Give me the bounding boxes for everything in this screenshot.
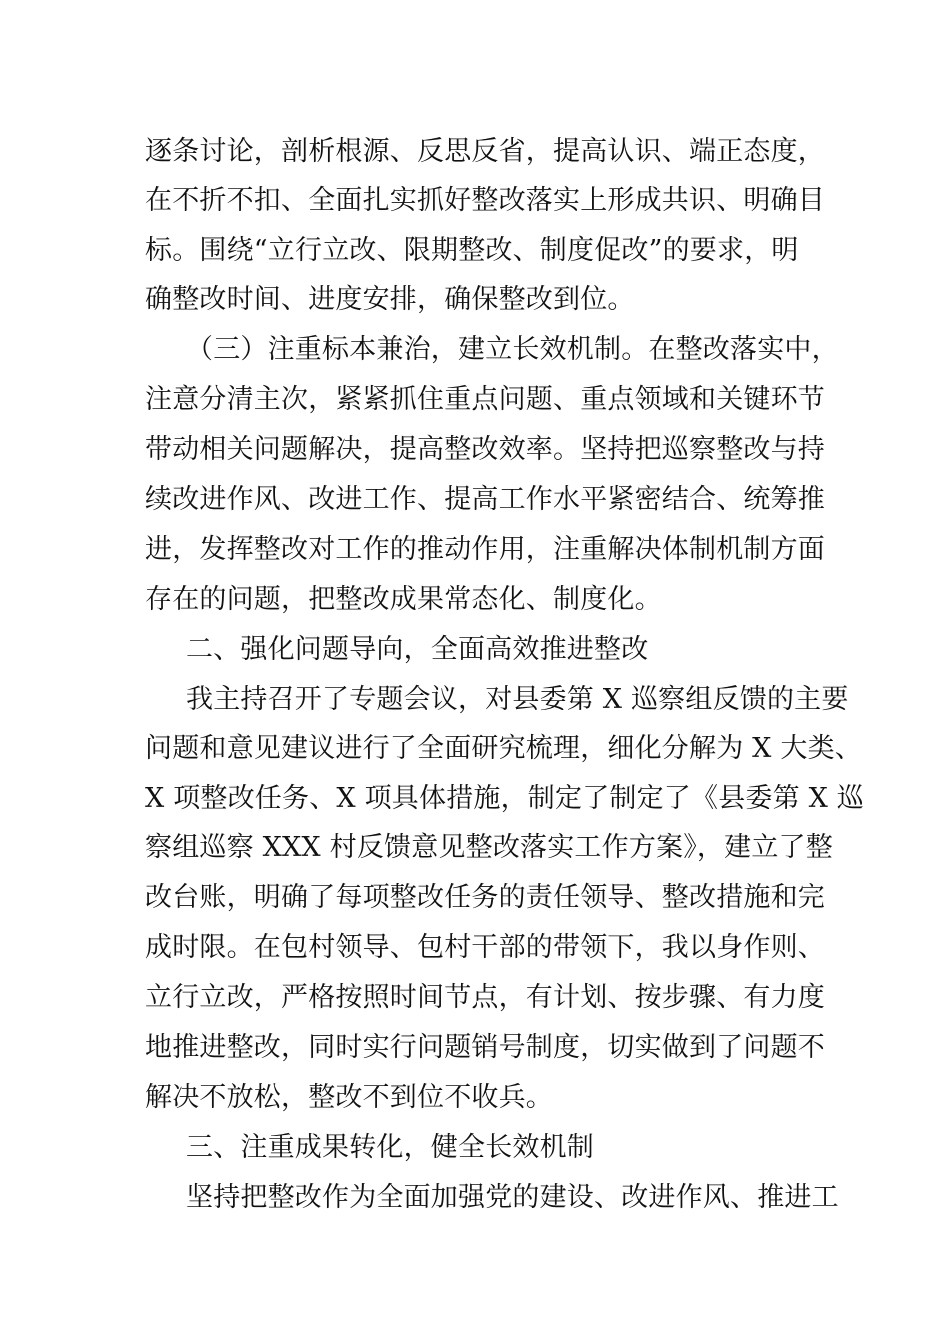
body-text-line: X 项整改任务、X 项具体措施，制定了制定了《县委第 X 巡 [145,783,864,814]
body-text-line: 逐条讨论，剖析根源、反思反省，提高认识、端正态度， [145,136,825,167]
body-text-line: 成时限。在包村领导、包村干部的带领下，我以身作则、 [145,932,825,963]
body-text-line: 立行立改，严格按照时间节点，有计划、按步骤、有力度 [145,982,825,1013]
paragraph-start-line: 坚持把整改作为全面加强党的建设、改进作风、推进工 [186,1182,839,1213]
body-text-line: 续改进作风、改进工作、提高工作水平紧密结合、统筹推 [145,484,825,515]
body-text-line: 在不折不扣、全面扎实抓好整改落实上形成共识、明确目 [145,185,825,216]
body-text-line: 地推进整改，同时实行问题销号制度，切实做到了问题不 [145,1032,825,1063]
body-text-line: 问题和意见建议进行了全面研究梳理，细化分解为 X 大类、 [145,733,862,764]
body-text-line: 解决不放松，整改不到位不收兵。 [145,1082,553,1113]
body-text-line: 带动相关问题解决，提高整改效率。坚持把巡察整改与持 [145,434,825,465]
section-heading-line: （三）注重标本兼治，建立长效机制。在整改落实中， [186,334,839,365]
body-text-line: 确整改时间、进度安排，确保整改到位。 [145,284,635,315]
body-text-line: 改台账，明确了每项整改任务的责任领导、整改措施和完 [145,882,825,913]
paragraph-start-line: 我主持召开了专题会议，对县委第 X 巡察组反馈的主要 [186,684,849,715]
body-text-line: 存在的问题，把整改成果常态化、制度化。 [145,584,662,615]
body-text-line: 察组巡察 XXX 村反馈意见整改落实工作方案》，建立了整 [145,832,833,863]
section-heading-2: 二、强化问题导向，全面高效推进整改 [186,634,649,665]
section-heading-3: 三、注重成果转化，健全长效机制 [186,1132,594,1163]
body-text-line: 标。围绕“立行立改、限期整改、制度促改”的要求，明 [145,235,799,266]
body-text-line: 注意分清主次，紧紧抓住重点问题、重点领域和关键环节 [145,384,825,415]
body-text-line: 进，发挥整改对工作的推动作用，注重解决体制机制方面 [145,534,825,565]
